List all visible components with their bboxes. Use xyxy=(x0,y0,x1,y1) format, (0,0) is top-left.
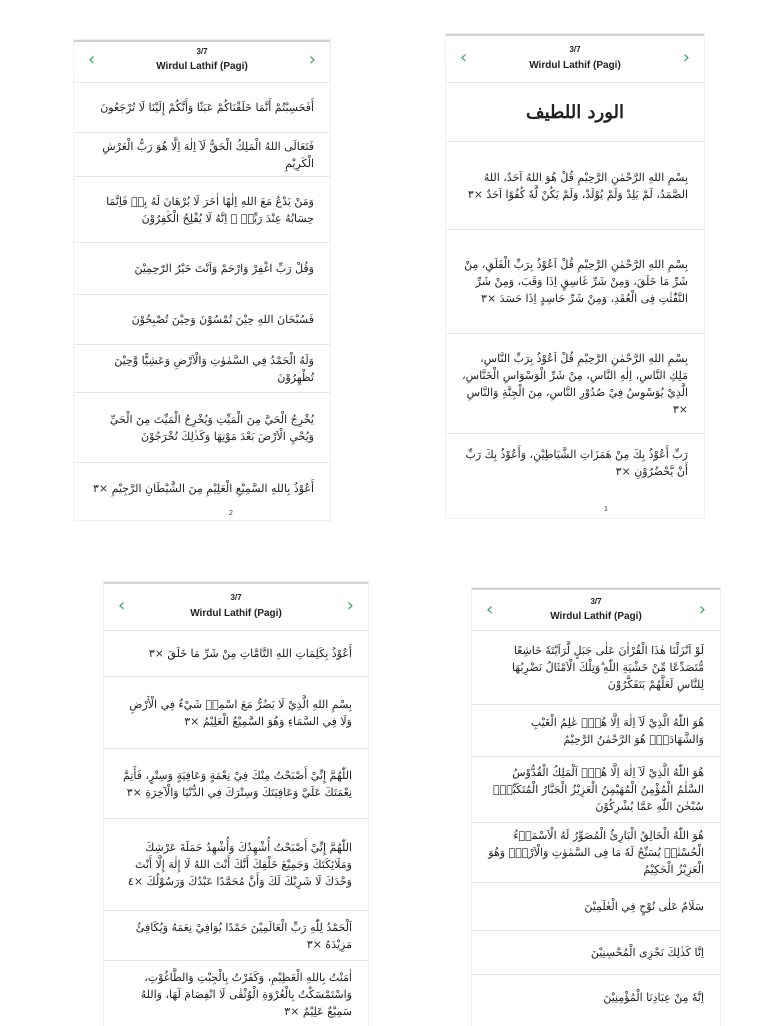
prev-page-icon[interactable]: ‹ xyxy=(486,599,494,620)
dzikir-item: وَلَهُ الْحَمْدُ فِي السَّمٰوٰتِ وَالْاَرْضِ وَعَشِيًّا وَّحِيْنَ تُظْهِرُوْنَ xyxy=(74,345,330,393)
next-page-icon[interactable]: › xyxy=(698,599,706,620)
page-indicator: 3/7 xyxy=(196,47,208,56)
dzikir-item: بِسْمِ اللهِ الرَّحْمٰنِ الرَّحِيْمِ قُلْ هُوَ اللهُ اَحَدٌ، اللهُ الصَّمَدُ، لَمْ يَلِدْ وَلَمْ يُوْلَدْ، وَلَمْ يَكُنْ لَّهٗ كُفُوًا اَحَدٌ ×٣ xyxy=(446,142,704,230)
dzikir-item: بِسْمِ اللهِ الرَّحْمٰنِ الرَّحِيْمِ قُلْ اَعُوْذُ بِرَبِّ النَّاسِ، مَلِكِ النَّاسِ، اِلٰهِ النَّاسِ، مِنْ شَرِّ الْوَسْوَاسِ الْخَنَّاسِ، الَّذِيْ يُوَسْوِسُ فِيْ صُدُوْرِ النَّاسِ، مِنَ الْجِنَّةِ وَالنَّاسِ ×٣ xyxy=(446,334,704,434)
dzikir-item: اٰمَنْتُ بِاللهِ الْعَظِيْمِ، وَكَفَرْتُ بِالْجِبْتِ وَالطَّاغُوْتِ، وَاسْتَمْسَكْتُ بِالْعُرْوَةِ الْوُثْقٰى لَا انْفِصَامَ لَهَا، وَاللهُ سَمِيْعٌ عَلِيْمٌ ×٣ xyxy=(140,970,352,1018)
dzikir-item: أَعُوْذُ بِكَلِمَاتِ اللهِ التَّامَّاتِ مِنْ شَرِّ مَا خَلَقَ ×٣ xyxy=(104,631,368,677)
dzikir-item: اِنَّا كَذٰلِكَ نَجْزِى الْمُحْسِنِيْنَ xyxy=(472,931,720,975)
page-panel-2 xyxy=(74,40,330,520)
prev-page-icon[interactable]: ‹ xyxy=(460,47,468,68)
page-header xyxy=(472,590,720,631)
page-indicator: 3/7 xyxy=(569,45,581,54)
wird-heading: الورد اللطيف xyxy=(446,83,704,142)
dzikir-item: بِسْمِ اللهِ الرَّحْمٰنِ الرَّحِيْمِ قُلْ اَعُوْذُ بِرَبِّ الْفَلَقِ، مِنْ شَرِّ مَا خَلَقَ، وَمِنْ شَرِّ غَاسِقٍ اِذَا وَقَبَ، وَمِنْ شَرِّ النَّفّٰثٰتِ فِى الْعُقَدِ، وَمِنْ شَرِّ حَاسِدٍ اِذَا حَسَدَ ×٣ xyxy=(446,230,704,334)
dzikir-item: هُوَ اللّٰهُ الَّذِيْ لَآ اِلٰهَ اِلَّا هُوَۚ اَلْمَلِكُ الْقُدُّوْسُ السَّلٰمُ الْمُؤْمِنُ الْمُهَيْمِنُ الْعَزِيْزُ الْجَبَّارُ الْمُتَكَبِّرُۗ سُبْحٰنَ اللّٰهِ عَمَّا يُشْرِكُوْنَ xyxy=(472,757,720,823)
dzikir-item: فَتَعَالَى اللهُ الْمَلِكُ الْحَقُّ لَآ اِلٰهَ اِلَّا هُوَ رَبُّ الْعَرْشِ الْكَرِيْمِ xyxy=(74,133,330,177)
prev-page-icon[interactable]: ‹ xyxy=(118,595,126,616)
page-title: Wirdul Lathif (Pagi) xyxy=(550,611,642,622)
page-number: 1 xyxy=(604,506,608,513)
page-title: Wirdul Lathif (Pagi) xyxy=(190,608,282,619)
page-indicator: 3/7 xyxy=(590,597,602,606)
dzikir-item: يُخْرِجُ الْحَيَّ مِنَ الْمَيِّتِ وَيُخْرِجُ الْمَيِّتَ مِنَ الْحَيِّ وَيُحْيِ الْاَرْضَ بَعْدَ مَوْتِهَا وَكَذٰلِكَ تُخْرَجُوْنَ xyxy=(74,393,330,463)
dzikir-item: أَعُوْذُ بِاللهِ السَّمِيْعِ الْعَلِيْمِ مِنَ الشَّيْطَانِ الرَّجِيْمِ ×٣ xyxy=(92,481,314,495)
page-indicator: 3/7 xyxy=(230,593,242,602)
dzikir-item: اِنَّهٗ مِنْ عِبَادِنَا الْمُؤْمِنِيْنَ xyxy=(603,990,704,1004)
dzikir-item: بِسْمِ اللهِ الَّذِيْ لَا يَضُرُّ مَعَ اسْمِهٖ شَيْءٌ فِي الْأَرْضِ وَلَا فِي السَّمَاءِ وَهُوَ السَّمِيْعُ الْعَلِيْمُ ×٣ xyxy=(104,677,368,749)
dzikir-item: سَلَامٌ عَلٰى نُوْحٍ فِي الْعٰلَمِيْنَ xyxy=(472,883,720,931)
page-panel-1 xyxy=(446,34,704,518)
page-header xyxy=(104,584,368,631)
dzikir-item: وَقُلْ رَبِّ اغْفِرْ وَارْحَمْ وَاَنْتَ خَيْرُ الرّٰحِمِيْنَ xyxy=(74,243,330,295)
page-title: Wirdul Lathif (Pagi) xyxy=(156,61,248,72)
page-header xyxy=(446,36,704,83)
page-panel-bottom-right xyxy=(472,588,720,1026)
dzikir-item: اللّٰهُمَّ إِنِّيْ أَصْبَحْتُ أُشْهِدُكَ وَأُشْهِدُ حَمَلَةَ عَرْشِكَ وَمَلَائِكَتَكَ وَجَمِيْعَ خَلْقِكَ أَنَّكَ أَنْتَ اللهُ لَا إِلٰهَ إِلَّا أَنْتَ وَحْدَكَ لَا شَرِيْكَ لَكَ وَأَنَّ مُحَمَّدًا عَبْدُكَ وَرَسُوْلُكَ ×٤ xyxy=(104,819,368,911)
next-page-icon[interactable]: › xyxy=(308,49,316,70)
dzikir-item: هُوَ اللّٰهُ الَّذِيْ لَآ اِلٰهَ اِلَّا هُوَۚ عٰلِمُ الْغَيْبِ وَالشَّهَادَةِۚ هُوَ الرَّحْمٰنُ الرَّحِيْمُ xyxy=(472,705,720,757)
dzikir-item: هُوَ اللّٰهُ الْخَالِقُ الْبَارِئُ الْمُصَوِّرُ لَهُ الْاَسْمَاۤءُ الْحُسْنٰىۗ يُسَبِّحُ لَهٗ مَا فِى السَّمٰوٰتِ وَالْاَرْضِۚ وَهُوَ الْعَزِيْزُ الْحَكِيْمُ xyxy=(472,823,720,883)
dzikir-item: اللّٰهُمَّ إِنِّيْ أَصْبَحْتُ مِنْكَ فِيْ نِعْمَةٍ وَعَافِيَةٍ وَسِتْرٍ، فَأَتِمَّ نِعْمَتَكَ عَلَيَّ وَعَافِيَتَكَ وَسِتْرَكَ فِي الدُّنْيَا وَالْآخِرَةِ ×٣ xyxy=(104,749,368,819)
dzikir-item: اَلْحَمْدُ لِلّٰهِ رَبِّ الْعَالَمِيْنَ حَمْدًا يُوَافِيْ نِعَمَهُ وَيُكَافِئُ مَزِيْدَهُ ×٣ xyxy=(104,911,368,961)
page-title: Wirdul Lathif (Pagi) xyxy=(529,60,621,71)
page-panel-bottom-left xyxy=(104,582,368,1026)
dzikir-item: لَوْ اَنْزَلْنَا هٰذَا الْقُرْاٰنَ عَلٰى جَبَلٍ لَّرَاَيْتَهٗ خَاشِعًا مُّتَصَدِّعًا مِّنْ خَشْيَةِ اللّٰهِ ۗوَتِلْكَ الْاَمْثَالُ نَضْرِبُهَا لِلنَّاسِ لَعَلَّهُمْ يَتَفَكَّرُوْنَ xyxy=(472,631,720,705)
page-number: 2 xyxy=(229,510,233,517)
dzikir-item: فَسُبْحَانَ اللهِ حِيْنَ تُمْسُوْنَ وَحِيْنَ تُصْبِحُوْنَ xyxy=(74,295,330,345)
dzikir-item: وَمَنْ يَدْعُ مَعَ اللهِ اِلٰهًا اٰخَرَ لَا بُرْهَانَ لَهُ بِهٖ فَاِنَّمَا حِسَابُهُ عِنْدَ رَبِّهٖ ۗ اِنَّهُ لَا يُفْلِحُ الْكٰفِرُوْنَ xyxy=(74,177,330,243)
dzikir-item: أَفَحَسِبْتُمْ أَنَّمَا خَلَقْنَاكُمْ عَبَثًا وَأَنَّكُمْ إِلَيْنَا لَا تُرْجَعُونَ xyxy=(74,83,330,133)
page-header xyxy=(74,42,330,83)
dzikir-item: رَبِّ أَعُوْذُ بِكَ مِنْ هَمَزَاتِ الشَّيَاطِيْنِ، وَأَعُوْذُ بِكَ رَبِّ أَنْ يَّحْضُرُوْنِ ×٣ xyxy=(465,448,688,478)
next-page-icon[interactable]: › xyxy=(682,47,690,68)
prev-page-icon[interactable]: ‹ xyxy=(88,49,96,70)
next-page-icon[interactable]: › xyxy=(346,595,354,616)
